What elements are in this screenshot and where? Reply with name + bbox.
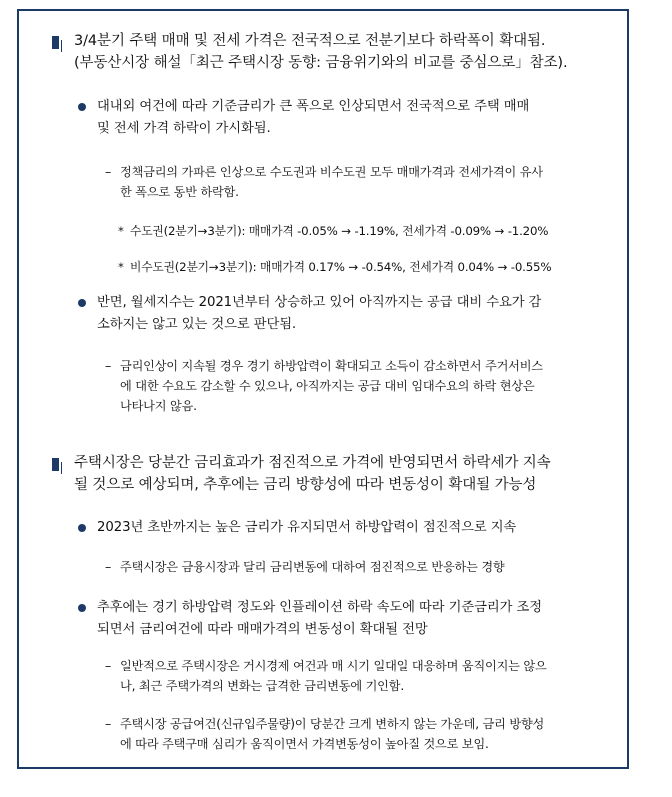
section-marker-icon xyxy=(52,458,59,471)
dash-line: 에 대한 수요도 감소할 수 있으나, 아직까지는 공급 대비 임대수요의 하락 현상은 xyxy=(120,379,535,393)
bullet-line: 소하지는 않고 있는 것으로 판단됨. xyxy=(97,317,297,332)
dash-marker: – xyxy=(105,559,112,574)
dash-line: 금리인상이 지속될 경우 경기 하방압력이 확대되고 소득이 감소하면서 주거서비스 xyxy=(120,359,543,373)
heading-line: (부동산시장 해설「최근 주택시장 동향: 금융위기와의 비교를 중심으로」참조). xyxy=(74,55,568,71)
dash-item xyxy=(105,557,606,577)
dash-item xyxy=(105,656,606,696)
heading-line: 주택시장은 당분간 금리효과가 점진적으로 가격에 반영되면서 하락세가 지속 xyxy=(74,455,551,471)
note-marker: * xyxy=(118,224,124,238)
note-item xyxy=(118,222,606,240)
dash-line: 한 폭으로 동반 하락함. xyxy=(120,185,239,199)
note-item xyxy=(118,258,606,276)
bullet-line: 되면서 금리여건에 따라 매매가격의 변동성이 확대될 전망 xyxy=(97,622,428,637)
bullet-dot-icon xyxy=(78,299,86,307)
dash-item xyxy=(105,714,606,754)
note-marker: * xyxy=(118,260,124,274)
bullet-item xyxy=(78,517,606,539)
bullet-dot-icon xyxy=(78,524,86,532)
dash-line: 정책금리의 가파른 인상으로 수도권과 비수도권 모두 매매가격과 전세가격이 유사 xyxy=(120,165,543,179)
section-1-heading xyxy=(52,30,602,74)
bullet-item xyxy=(78,96,606,140)
dash-marker: – xyxy=(105,658,112,673)
dash-line: 일반적으로 주택시장은 거시경제 여건과 매 시기 일대일 대응하며 움직이지는 않으 xyxy=(120,659,547,673)
bullet-dot-icon xyxy=(78,103,86,111)
dash-line: 나타나지 않음. xyxy=(120,399,197,413)
heading-line: 3/4분기 주택 매매 및 전세 가격은 전국적으로 전분기보다 하락폭이 확대됨. xyxy=(74,33,546,49)
dash-line: 주택시장 공급여건(신규입주물량)이 당분간 크게 변하지 않는 가운데, 금리 방향성 xyxy=(120,717,545,731)
bullet-line: 반면, 월세지수는 2021년부터 상승하고 있어 아직까지는 공급 대비 수요가 감 xyxy=(97,295,542,310)
bullet-item xyxy=(78,597,606,641)
heading-line: 될 것으로 예상되며, 추후에는 금리 방향성에 따라 변동성이 확대될 가능성 xyxy=(74,477,537,493)
dash-item xyxy=(105,356,606,416)
dash-line: 나, 최근 주택가격의 변화는 급격한 금리변동에 기인함. xyxy=(120,679,405,693)
dash-line: 주택시장은 금융시장과 달리 금리변동에 대하여 점진적으로 반응하는 경향 xyxy=(120,560,505,574)
bullet-line: 2023년 초반까지는 높은 금리가 유지되면서 하방압력이 점진적으로 지속 xyxy=(97,520,517,535)
bullet-line: 추후에는 경기 하방압력 정도와 인플레이션 하락 속도에 따라 기준금리가 조정 xyxy=(97,600,542,615)
dash-marker: – xyxy=(105,358,112,373)
bullet-item xyxy=(78,292,606,336)
dash-marker: – xyxy=(105,164,112,179)
note-text: 비수도권(2분기→3분기): 매매가격 0.17% → -0.54%, 전세가격 0.04% → -0.55% xyxy=(130,260,552,274)
dash-item xyxy=(105,162,606,202)
bullet-line: 및 전세 가격 하락이 가시화됨. xyxy=(97,121,271,136)
section-2-heading xyxy=(52,452,602,496)
dash-marker: – xyxy=(105,716,112,731)
bullet-dot-icon xyxy=(78,604,86,612)
bullet-line: 대내외 여건에 따라 기준금리가 큰 폭으로 인상되면서 전국적으로 주택 매매 xyxy=(97,99,530,114)
note-text: 수도권(2분기→3분기): 매매가격 -0.05% → -1.19%, 전세가격 -0.09% → -1.20% xyxy=(130,224,549,238)
section-marker-icon xyxy=(52,36,59,49)
dash-line: 에 따라 주택구매 심리가 움직이면서 가격변동성이 높아질 것으로 보임. xyxy=(120,737,489,751)
